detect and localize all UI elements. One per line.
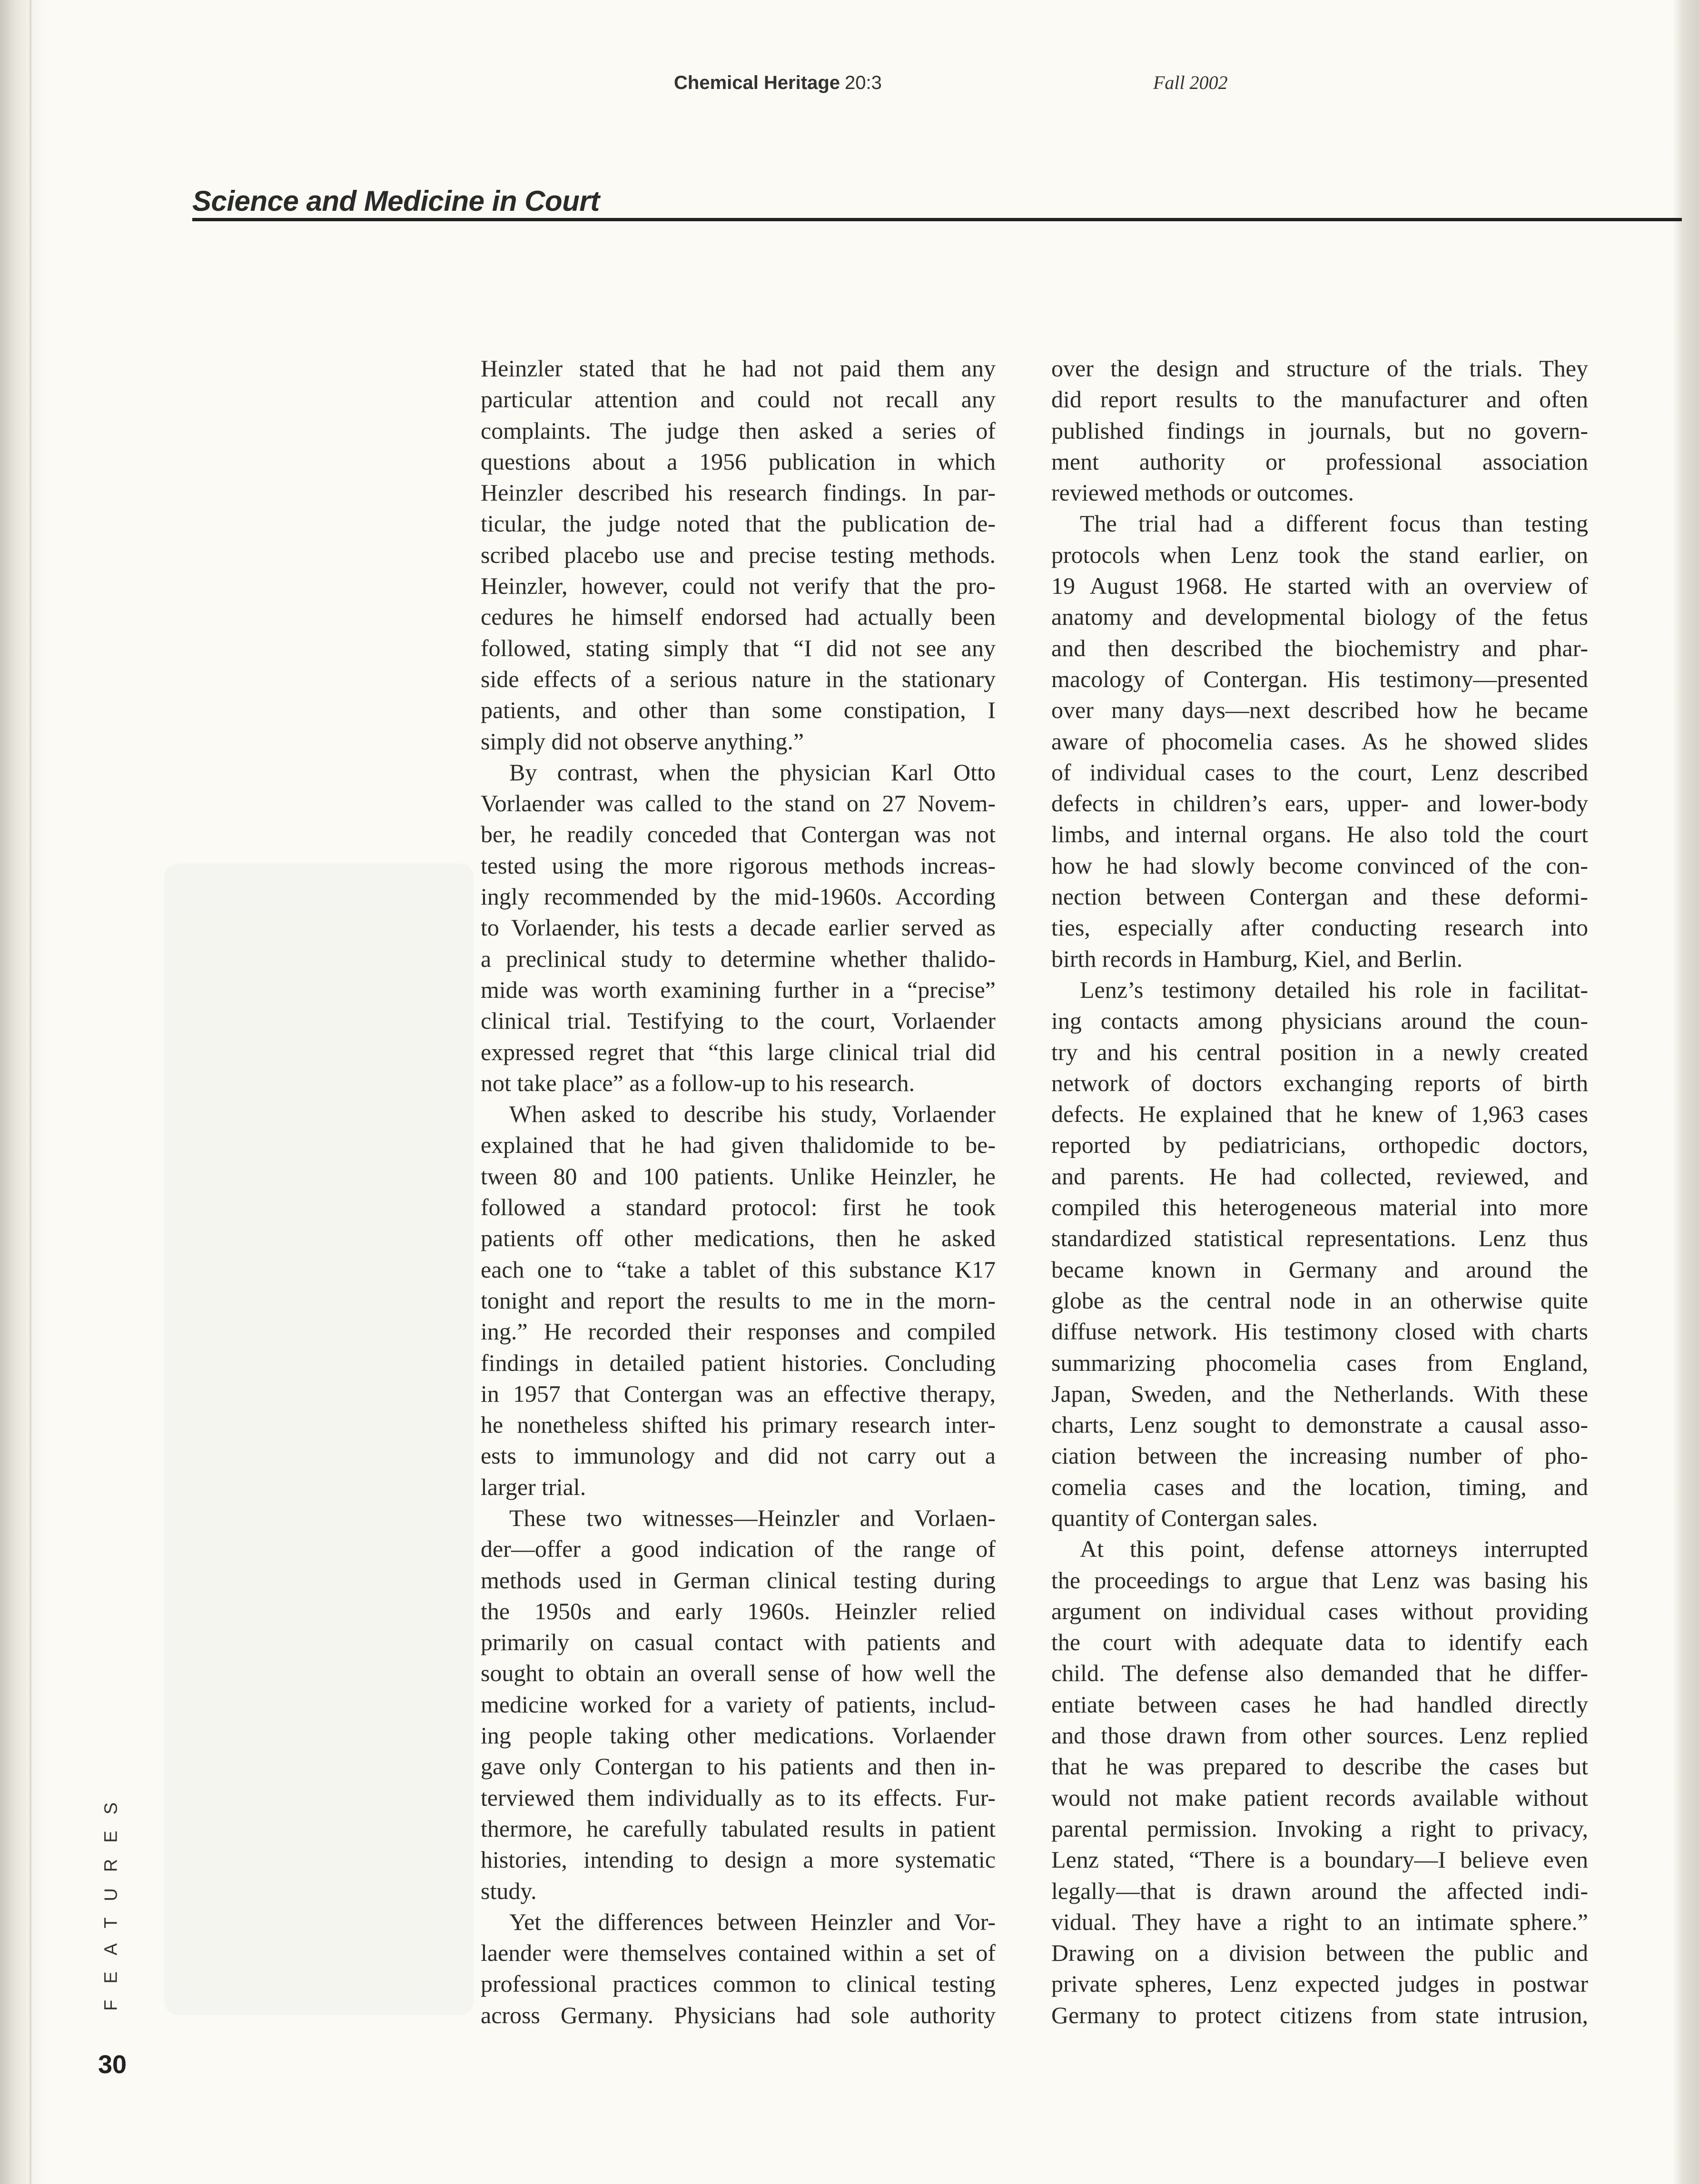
text-line: of individual cases to the court, Lenz described [1051, 758, 1588, 786]
text-line: would not make patient records available without [1051, 1784, 1588, 1811]
text-line: the proceedings to argue that Lenz was basing his [1051, 1566, 1588, 1594]
text-line: child. The defense also demanded that he differ- [1051, 1660, 1588, 1687]
paragraph [481, 1503, 996, 1907]
text-line: patients off other medications, then he asked [481, 1225, 996, 1252]
text-line: study. [481, 1877, 537, 1904]
text-line: mide was worth examining further in a “precise” [481, 976, 996, 1003]
text-line: he nonetheless shifted his primary research inter- [481, 1411, 996, 1438]
text-line: in 1957 that Contergan was an effective therapy, [481, 1380, 996, 1407]
text-line: and then described the biochemistry and phar- [1051, 634, 1588, 661]
text-line: argument on individual cases without providing [1051, 1597, 1588, 1624]
text-line: laender were themselves contained within a set of [481, 1939, 996, 1967]
paragraph [481, 1099, 996, 1503]
text-line: reported by pediatricians, orthopedic doctors, [1051, 1131, 1588, 1159]
paragraph [481, 353, 996, 757]
text-line: ticular, the judge noted that the publication de- [481, 510, 996, 537]
text-line: each one to “take a tablet of this substance K17 [481, 1256, 996, 1283]
text-line: professional practices common to clinical testing [481, 1970, 996, 1997]
text-line: defects in children’s ears, upper- and lower-body [1051, 790, 1588, 817]
text-line: reviewed methods or outcomes. [1051, 479, 1354, 506]
text-line: Heinzler stated that he had not paid them any [481, 355, 996, 382]
text-line: globe as the central node in an otherwise quite [1051, 1287, 1588, 1314]
text-line: entiate between cases he had handled directly [1051, 1691, 1588, 1718]
paragraph [481, 1907, 996, 2031]
text-line: Lenz’s testimony detailed his role in facilitat- [1080, 976, 1588, 1003]
section-title: Science and Medicine in Court [192, 185, 600, 217]
text-line: ing.” He recorded their responses and compiled [481, 1318, 996, 1345]
text-line: At this point, defense attorneys interrupted [1080, 1535, 1588, 1563]
text-line: protocols when Lenz took the stand earlier, on [1051, 541, 1588, 568]
text-line: birth records in Hamburg, Kiel, and Berlin. [1051, 945, 1463, 972]
text-line: nection between Contergan and these deformi- [1051, 883, 1588, 910]
text-line: charts, Lenz sought to demonstrate a causal asso- [1051, 1411, 1588, 1438]
text-line: the 1950s and early 1960s. Heinzler relied [481, 1597, 996, 1624]
text-line: complaints. The judge then asked a series of [481, 417, 996, 444]
paragraph [1051, 1534, 1588, 2031]
text-line: ties, especially after conducting research into [1051, 914, 1588, 941]
text-line: ciation between the increasing number of pho- [1051, 1442, 1588, 1469]
text-line: Vorlaender was called to the stand on 27 Novem- [481, 790, 996, 817]
text-line: published findings in journals, but no govern- [1051, 417, 1588, 444]
text-line: did report results to the manufacturer and often [1051, 386, 1588, 413]
text-line: histories, intending to design a more systematic [481, 1846, 996, 1873]
text-line: legally—that is drawn around the affected indi- [1051, 1877, 1588, 1904]
text-line: ing contacts among physicians around the coun- [1051, 1007, 1588, 1034]
text-line: scribed placebo use and precise testing methods. [481, 541, 996, 568]
text-column-right [1051, 353, 1588, 2031]
text-line: how he had slowly become convinced of the con- [1051, 852, 1588, 879]
text-line: limbs, and internal organs. He also told the court [1051, 821, 1588, 848]
text-line: der—offer a good indication of the range of [481, 1535, 996, 1563]
text-line: and parents. He had collected, reviewed, and [1051, 1162, 1588, 1190]
text-line: aware of phocomelia cases. As he showed slides [1051, 728, 1588, 755]
binding-edge [30, 0, 31, 2184]
text-line: particular attention and could not recall any [481, 386, 996, 413]
text-line: parental permission. Invoking a right to privacy, [1051, 1815, 1588, 1842]
text-line: side effects of a serious nature in the stationary [481, 665, 996, 692]
text-line: and those drawn from other sources. Lenz replied [1051, 1722, 1588, 1749]
text-line: findings in detailed patient histories. Concluding [481, 1349, 996, 1376]
text-line: Heinzler, however, could not verify that the pro- [481, 572, 996, 600]
text-line: defects. He explained that he knew of 1,963 cases [1051, 1101, 1588, 1128]
issue-number: 20:3 [845, 72, 882, 93]
page-binding-shadow [0, 0, 45, 2184]
text-line: ests to immunology and did not carry out a [481, 1442, 996, 1469]
text-line: ing people taking other medications. Vorlaender [481, 1722, 996, 1749]
text-line: expressed regret that “this large clinical trial did [481, 1038, 996, 1065]
text-line: tested using the more rigorous methods increas- [481, 852, 996, 879]
text-line: ment authority or professional association [1051, 448, 1588, 475]
text-line: Lenz stated, “There is a boundary—I believe even [1051, 1846, 1588, 1873]
text-line: By contrast, when the physician Karl Otto [509, 758, 996, 786]
text-line: across Germany. Physicians had sole authority [481, 2001, 996, 2028]
text-line: quantity of Contergan sales. [1051, 1504, 1318, 1531]
paragraph [1051, 508, 1588, 974]
paragraph [1051, 974, 1588, 1534]
text-line: over the design and structure of the trials. They [1051, 355, 1588, 382]
paragraph [1051, 353, 1588, 508]
text-line: cedures he himself endorsed had actually been [481, 603, 996, 630]
text-line: Heinzler described his research findings. In par- [481, 479, 996, 506]
magazine-name: Chemical Heritage [674, 72, 840, 93]
text-line: a preclinical study to determine whether thalido- [481, 945, 996, 972]
text-line: gave only Contergan to his patients and then in- [481, 1753, 996, 1780]
text-line: to Vorlaender, his tests a decade earlier served as [481, 914, 996, 941]
text-line: try and his central position in a newly created [1051, 1038, 1588, 1065]
page-right-edge [1673, 0, 1699, 2184]
paragraph [481, 757, 996, 1099]
text-line: became known in Germany and around the [1051, 1256, 1588, 1283]
page-number: 30 [98, 2050, 127, 2079]
text-line: terviewed them individually as to its effects. Fur- [481, 1784, 996, 1811]
text-line: ber, he readily conceded that Contergan was not [481, 821, 996, 848]
text-line: ingly recommended by the mid-1960s. According [481, 883, 996, 910]
text-line: over many days—next described how he became [1051, 697, 1588, 724]
text-line: the court with adequate data to identify each [1051, 1629, 1588, 1656]
text-line: private spheres, Lenz expected judges in postwar [1051, 1970, 1588, 1997]
text-line: clinical trial. Testifying to the court, Vorlaender [481, 1007, 996, 1034]
text-line: tonight and report the results to me in the morn- [481, 1287, 996, 1314]
text-line: anatomy and developmental biology of the fetus [1051, 603, 1588, 630]
section-label-vertical: FEATURES [101, 1786, 121, 2011]
text-line: vidual. They have a right to an intimate sphere.” [1051, 1908, 1588, 1935]
text-line: simply did not observe anything.” [481, 728, 804, 755]
title-rule [192, 218, 1682, 221]
text-column-left [481, 353, 996, 2031]
text-line: Drawing on a division between the public and [1051, 1939, 1588, 1967]
text-line: larger trial. [481, 1473, 586, 1500]
text-line: compiled this heterogeneous material into more [1051, 1194, 1588, 1221]
text-line: medicine worked for a variety of patients, includ- [481, 1691, 996, 1718]
running-header [674, 71, 882, 94]
text-line: standardized statistical representations. Lenz thus [1051, 1225, 1588, 1252]
text-line: These two witnesses—Heinzler and Vorlaen- [509, 1504, 996, 1531]
text-line: network of doctors exchanging reports of birth [1051, 1069, 1588, 1096]
text-line: macology of Contergan. His testimony—presented [1051, 665, 1588, 692]
text-line: When asked to describe his study, Vorlaender [509, 1101, 996, 1128]
text-line: sought to obtain an overall sense of how well the [481, 1660, 996, 1687]
text-line: followed, stating simply that “I did not see any [481, 634, 996, 661]
text-line: not take place” as a follow-up to his research. [481, 1069, 915, 1096]
text-line: Japan, Sweden, and the Netherlands. With these [1051, 1380, 1588, 1407]
text-line: 19 August 1968. He started with an overview of [1051, 572, 1588, 600]
text-line: Yet the differences between Heinzler and Vor- [509, 1908, 996, 1935]
text-line: tween 80 and 100 patients. Unlike Heinzler, he [481, 1162, 996, 1190]
bleed-through-image [164, 864, 474, 2015]
text-line: methods used in German clinical testing during [481, 1566, 996, 1594]
text-line: primarily on casual contact with patients and [481, 1629, 996, 1656]
issue-date: Fall 2002 [1153, 72, 1228, 93]
text-line: that he was prepared to describe the cases but [1051, 1753, 1588, 1780]
text-line: diffuse network. His testimony closed with charts [1051, 1318, 1588, 1345]
text-line: questions about a 1956 publication in which [481, 448, 996, 475]
text-line: comelia cases and the location, timing, and [1051, 1473, 1588, 1500]
text-line: explained that he had given thalidomide to be- [481, 1131, 996, 1159]
text-line: followed a standard protocol: first he took [481, 1194, 996, 1221]
text-line: Germany to protect citizens from state intrusion, [1051, 2001, 1588, 2028]
text-line: patients, and other than some constipation, I [481, 697, 996, 724]
text-line: thermore, he carefully tabulated results in patient [481, 1815, 996, 1842]
text-line: The trial had a different focus than testing [1080, 510, 1588, 537]
text-line: summarizing phocomelia cases from England, [1051, 1349, 1588, 1376]
